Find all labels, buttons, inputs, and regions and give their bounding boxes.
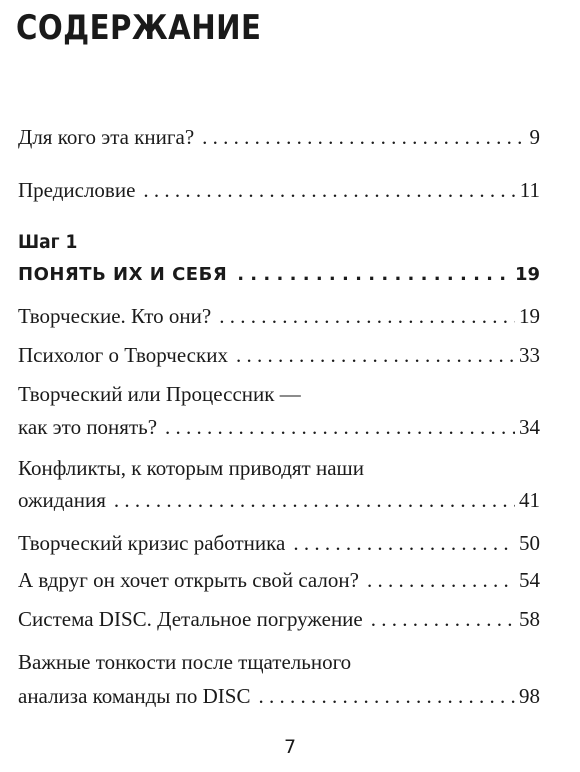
toc-entry-page: 98 [519,684,540,708]
dot-leader [202,124,524,150]
toc-section-heading [18,262,540,288]
toc-entry-page: 54 [519,568,540,592]
dot-leader [236,342,515,368]
toc-entry [18,567,540,593]
section-title: ПОНЯТЬ ИХ И СЕБЯ [18,264,228,285]
toc-entry [18,487,540,513]
toc-entry-page: 33 [519,343,540,367]
toc-entry-page: 58 [519,607,540,631]
dot-leader [367,567,515,593]
section-page: 19 [514,264,540,285]
dot-leader [293,530,515,556]
toc-entry-text: Предисловие [18,178,136,202]
toc-entry-page: 11 [519,178,540,202]
toc-entry-page: 34 [519,415,540,439]
toc-entry-text: ожидания [18,488,106,512]
page-title: СОДЕРЖАНИЕ [16,8,262,48]
toc-entry [18,530,540,556]
toc-entry-line1: Важные тонкости после тщательного [18,650,352,674]
toc-entry-text: Для кого эта книга? [18,125,195,149]
toc-entry-text: анализа команды по DISC [18,684,251,708]
toc-entry [18,606,540,632]
toc-entry-text: Система DISC. Детальное погружение [18,607,363,631]
toc-entry-text: А вдруг он хочет открыть свой салон? [18,568,359,592]
toc-entry-text: Творческий кризис работника [18,531,286,555]
page-number: 7 [283,736,297,758]
toc-entry-page: 19 [519,304,540,328]
toc-entry-text: Психолог о Творческих [18,343,228,367]
dot-leader [143,177,515,203]
toc-entry [18,124,540,150]
toc-entry-page: 9 [529,125,540,149]
step-label: Шаг 1 [18,231,78,253]
toc-entry [18,303,540,329]
toc-entry [18,683,540,709]
toc-entry [18,342,540,368]
toc-entry-page: 50 [519,531,540,555]
dot-leader [371,606,515,632]
toc-entry-line1: Творческий или Процессник — [18,382,301,406]
dot-leader [237,262,511,288]
toc-entry-page: 41 [519,488,540,512]
dot-leader [114,487,515,513]
toc-entry-text: как это понять? [18,415,158,439]
dot-leader [219,303,515,329]
dot-leader [258,683,515,709]
toc-entry-text: Творческие. Кто они? [18,304,212,328]
dot-leader [165,414,515,440]
toc-entry-line1: Конфликты, к которым приводят наши [18,456,364,480]
toc-entry [18,414,540,440]
toc-entry [18,177,540,203]
